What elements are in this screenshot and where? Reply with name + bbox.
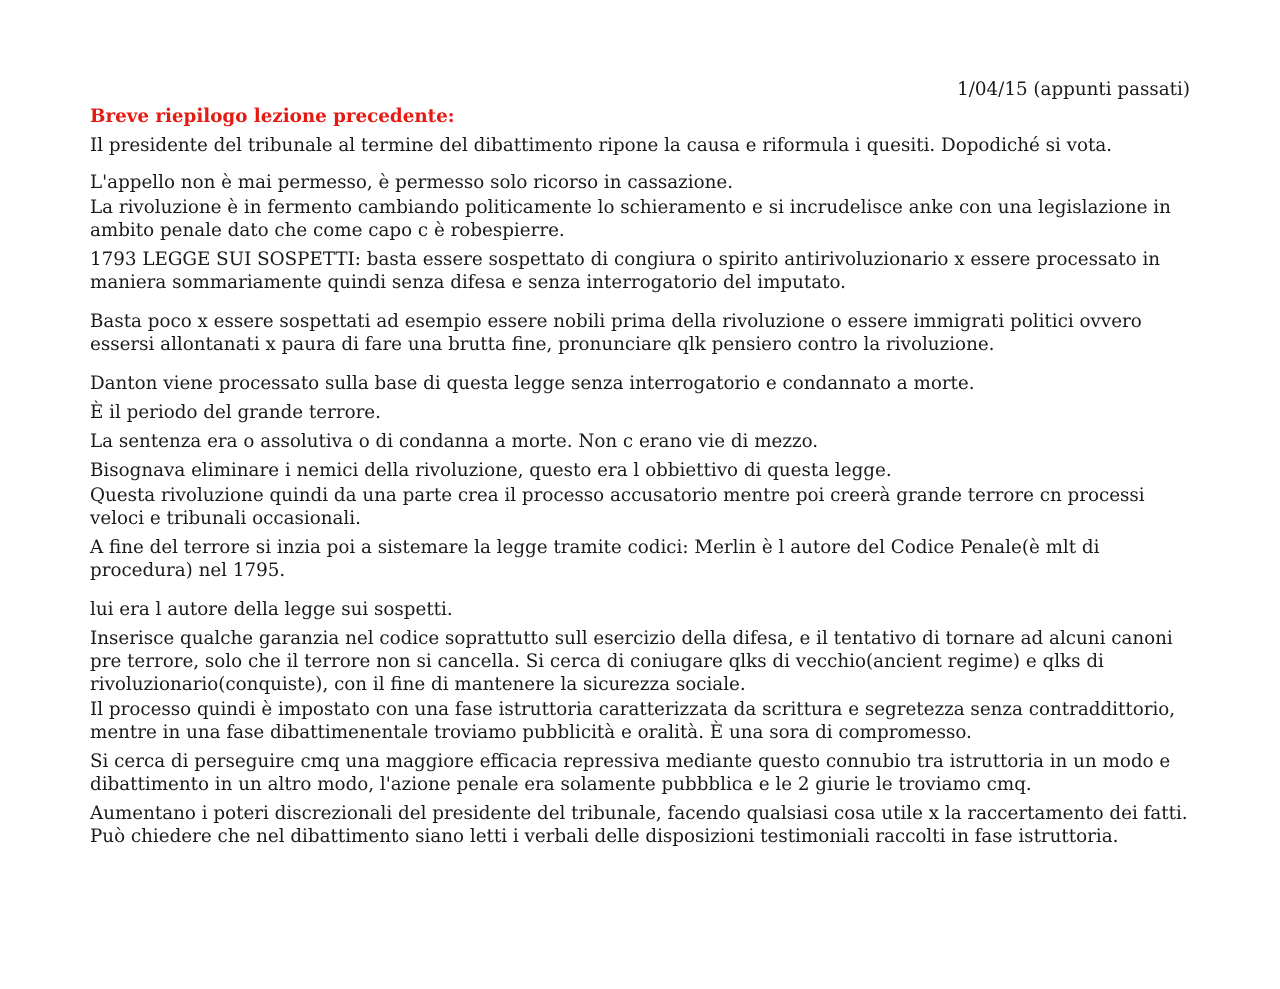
date-note: 1/04/15 (appunti passati) bbox=[957, 79, 1190, 100]
paragraph: Questa rivoluzione quindi da una parte crea il processo accusatorio mentre poi creerà grande terrore cn processi veloci e tribunali occasionali. bbox=[90, 485, 1145, 529]
paragraph: Bisognava eliminare i nemici della rivoluzione, questo era l obbiettivo di questa legge. bbox=[90, 460, 892, 481]
document-page bbox=[90, 78, 1190, 854]
paragraph: È il periodo del grande terrore. bbox=[90, 402, 381, 423]
paragraph: Danton viene processato sulla base di questa legge senza interrogatorio e condannato a morte. bbox=[90, 373, 975, 394]
paragraph: lui era l autore della legge sui sospetti. bbox=[90, 599, 453, 620]
paragraph: Aumentano i poteri discrezionali del presidente del tribunale, facendo qualsiasi cosa utile x la raccertamento dei fatti. Può chiedere che nel dibattimento siano letti i verbali delle disposizioni testimoniali raccolti in fase istruttoria. bbox=[90, 803, 1188, 847]
paragraph: Si cerca di perseguire cmq una maggiore efficacia repressiva mediante questo connubio tra istruttoria in un modo e dibattimento in un altro modo, l'azione penale era solamente pubbblica e le 2 giurie le troviamo cmq. bbox=[90, 751, 1171, 795]
paragraph: L'appello non è mai permesso, è permesso solo ricorso in cassazione. bbox=[90, 172, 734, 193]
paragraph: Il processo quindi è impostato con una fase istruttoria caratterizzata da scrittura e segretezza senza contraddittorio, mentre in una fase dibattimenentale troviamo pubblicità e oralità. È una sora di compromesso. bbox=[90, 699, 1176, 743]
paragraph: Il presidente del tribunale al termine del dibattimento ripone la causa e riformula i quesiti. Dopodiché si vota. bbox=[90, 135, 1113, 156]
section-heading: Breve riepilogo lezione precedente: bbox=[90, 106, 455, 127]
paragraph: La rivoluzione è in fermento cambiando politicamente lo schieramento e si incrudelisce anke con una legislazione in ambito penale dato che come capo c è robespierre. bbox=[90, 197, 1171, 241]
paragraph: Inserisce qualche garanzia nel codice soprattutto sull esercizio della difesa, e il tentativo di tornare ad alcuni canoni pre terrore, solo che il terrore non si cancella. Si cerca di coniugare qlks di vecchio(ancient regime) e qlks di rivoluzionario(conquiste), con il fine di mantenere la sicurezza sociale. bbox=[90, 628, 1173, 695]
paragraph: La sentenza era o assolutiva o di condanna a morte. Non c erano vie di mezzo. bbox=[90, 431, 819, 452]
paragraph: 1793 LEGGE SUI SOSPETTI: basta essere sospettato di congiura o spirito antirivoluzionario x essere processato in maniera sommariamente quindi senza difesa e senza interrogatorio del imputato. bbox=[90, 249, 1161, 293]
paragraph: A fine del terrore si inzia poi a sistemare la legge tramite codici: Merlin è l autore del Codice Penale(è mlt di procedura) nel 1795. bbox=[90, 537, 1100, 581]
paragraph: Basta poco x essere sospettati ad esempio essere nobili prima della rivoluzione o essere immigrati politici ovvero essersi allontanati x paura di fare una brutta fine, pronunciare qlk pensiero contro la rivoluzione. bbox=[90, 311, 1142, 355]
